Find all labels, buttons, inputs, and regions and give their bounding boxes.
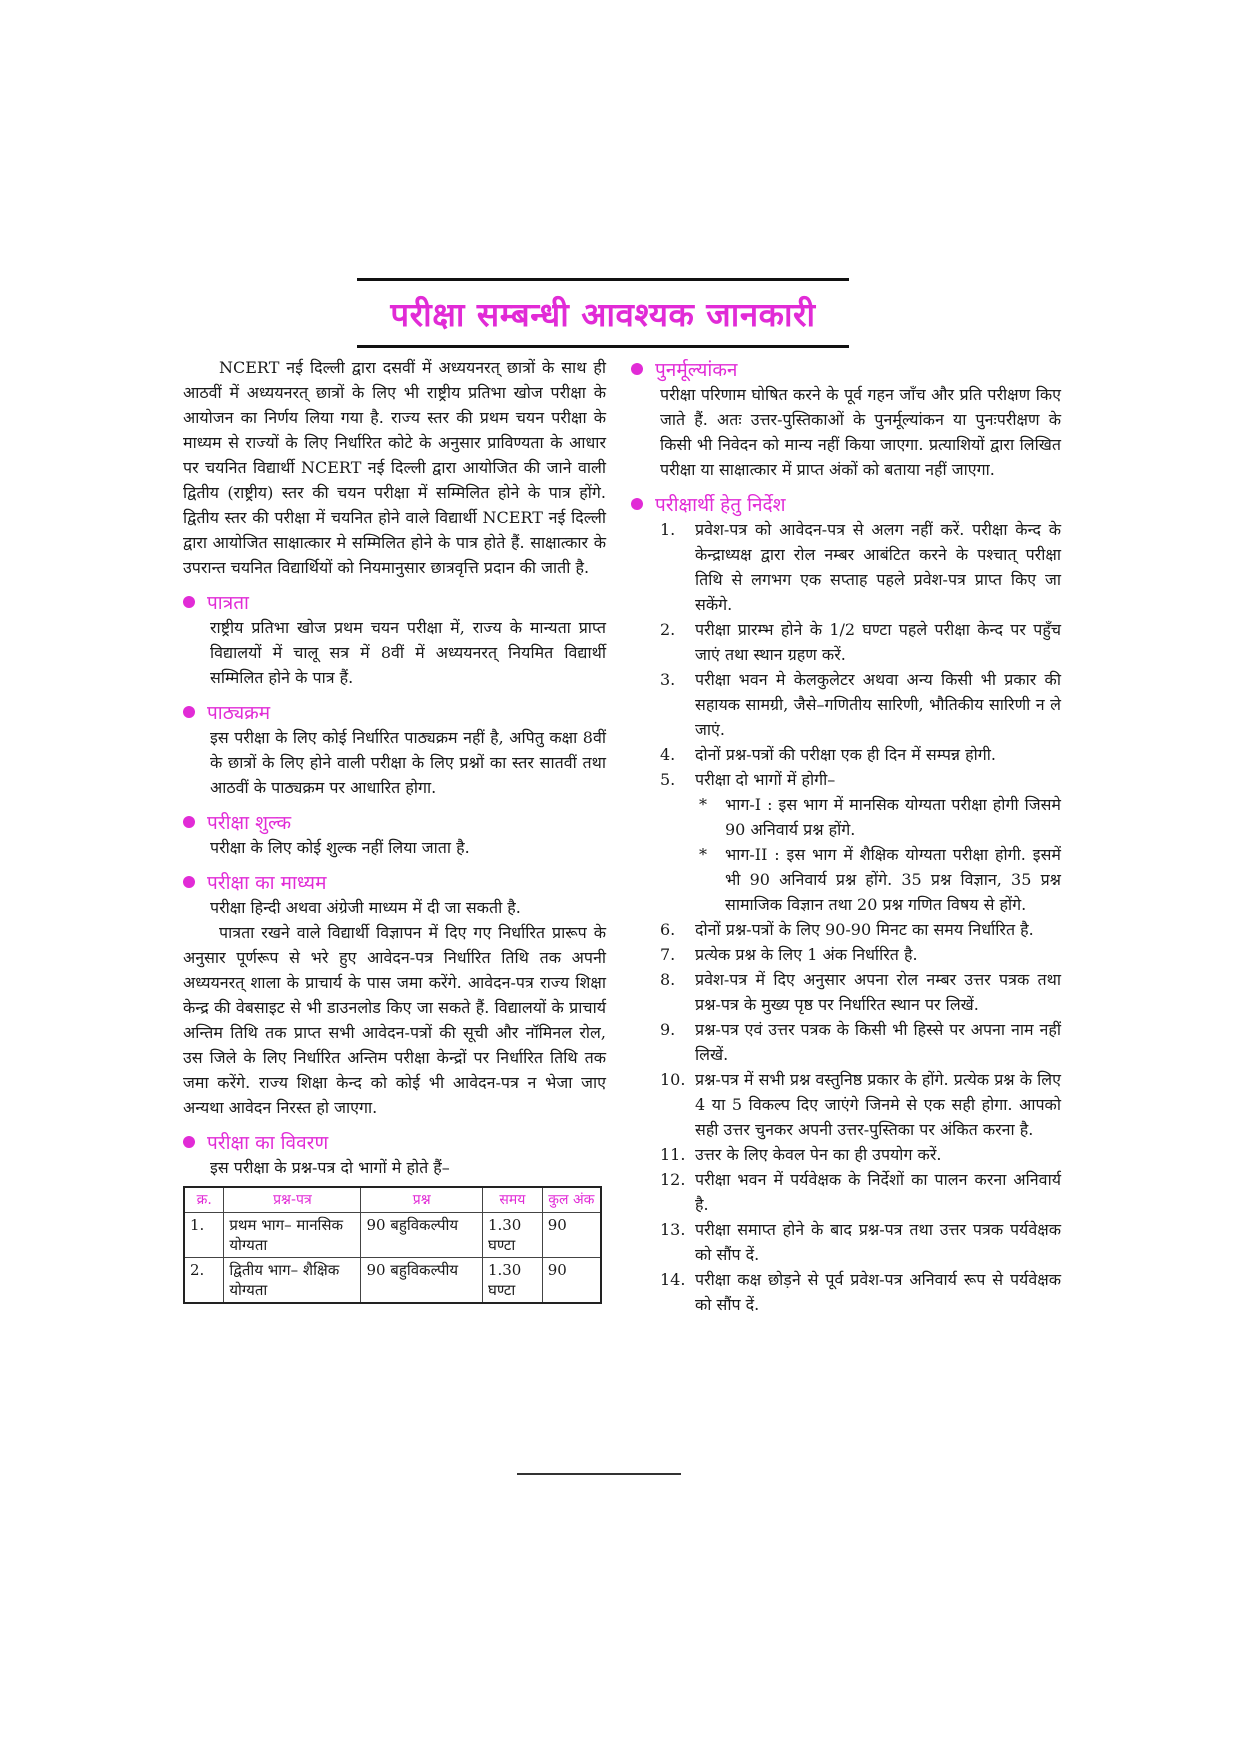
- list-item: 6. दोनों प्रश्न-पत्रों के लिए 90-90 मिनट का समय निर्धारित है.: [660, 920, 1034, 939]
- bullet-icon: [183, 596, 195, 608]
- list-item: 7. प्रत्येक प्रश्न के लिए 1 अंक निर्धारित है.: [660, 945, 918, 964]
- table-header: प्रश्न-पत्र: [224, 1187, 361, 1213]
- list-item: 1. प्रवेश-पत्र को आवेदन-पत्र से अलग नहीं करें. परीक्षा केन्द के केन्द्राध्यक्ष द्वारा रोल नम्बर आबंटित करने के पश्चात् परीक्षा तिथि से लगभग एक सप्ताह पहले प्रवेश-पत्र प्राप्त किए जा सकेंगे.: [660, 520, 1061, 614]
- table-cell: 90: [542, 1258, 601, 1304]
- bullet-icon: [631, 498, 643, 510]
- list-item: 2. परीक्षा प्रारम्भ होने के 1/2 घण्टा पहले परीक्षा केन्द पर पहुँच जाएं तथा स्थान ग्रहण करें.: [660, 620, 1061, 664]
- table-header: कुल अंक: [542, 1187, 601, 1213]
- title-block: [357, 278, 849, 348]
- list-item: 5. परीक्षा दो भागों में होगी– * भाग-I : इस भाग में मानसिक योग्यता परीक्षा होगी जिसमे 90 अनिवार्य प्रश्न होंगे. * भाग-II : इस भाग में शैक्षिक योग्यता परीक्षा होगी. इसमें भी 90 अनिवार्य प्रश्न होंगे. 35 प्रश्न विज्ञान, 35 प्रश्न सामाजिक विज्ञान तथा 20 प्रश्न गणित विषय से होंगे.: [631, 767, 1061, 917]
- table-cell: प्रथम भाग– मानसिक योग्यता: [224, 1213, 361, 1258]
- table-header: समय: [482, 1187, 542, 1213]
- list-item: 3. परीक्षा भवन मे केलकुलेटर अथवा अन्य किसी भी प्रकार की सहायक सामग्री, जैसे–गणितीय सारिणी, भौतिकीय सारिणी न ले जाएं.: [660, 670, 1061, 739]
- list-item: 9. प्रश्न-पत्र एवं उत्तर पत्रक के किसी भी हिस्से पर अपना नाम नहीं लिखें.: [660, 1020, 1061, 1064]
- table-cell: द्वितीय भाग– शैक्षिक योग्यता: [224, 1258, 361, 1304]
- table-row: [184, 1258, 601, 1304]
- bullet-icon: [183, 1136, 195, 1148]
- section-revaluation: [631, 355, 1061, 482]
- list-item: 4. दोनों प्रश्न-पत्रों की परीक्षा एक ही दिन में सम्पन्न होगी.: [660, 745, 997, 764]
- bullet-icon: [183, 816, 195, 828]
- right-column: [631, 355, 1061, 1317]
- section-medium: [183, 868, 606, 1120]
- list-item: 8. प्रवेश-पत्र में दिए अनुसार अपना रोल नम्बर उत्तर पत्रक तथा प्रश्न-पत्र के मुख्य पृष्ठ पर निर्धारित स्थान पर लिखें.: [660, 970, 1061, 1014]
- section-eligibility: [183, 588, 606, 690]
- left-column: [183, 355, 606, 1304]
- bullet-icon: [631, 363, 643, 375]
- section-heading: पुनर्मूल्यांकन: [655, 358, 738, 381]
- table-cell: 90: [542, 1213, 601, 1258]
- list-item: 10. प्रश्न-पत्र में सभी प्रश्न वस्तुनिष्ठ प्रकार के होंगे. प्रत्येक प्रश्न के लिए 4 या 5 विकल्प दिए जाएंगे जिनमे से एक सही होगा. आपको सही उत्तर चुनकर अपनी उत्तर-पुस्तिका पर अंकित करना है.: [660, 1070, 1061, 1139]
- section-details: [183, 1128, 606, 1304]
- list-item: 14. परीक्षा कक्ष छोड़ने से पूर्व प्रवेश-पत्र अनिवार्य रूप से पर्यवेक्षक को सौंप दें.: [660, 1270, 1061, 1314]
- section-text: इस परीक्षा के प्रश्न-पत्र दो भागों मे होते हैं–: [210, 1158, 450, 1177]
- table-cell: 90 बहुविकल्पीय: [361, 1258, 483, 1304]
- section-heading: पाठ्यक्रम: [207, 701, 271, 724]
- section-fee: [183, 808, 606, 860]
- intro-paragraph: NCERT नई दिल्ली द्वारा दसवीं में अध्ययनरत् छात्रों के साथ ही आठवीं में अध्ययनरत् छात्रों के लिए भी राष्ट्रीय प्रतिभा खोज परीक्षा के आयोजन का निर्णय लिया गया है. राज्य स्तर की प्रथम चयन परीक्षा के माध्यम से राज्यों के लिए निर्धारित कोटे के अनुसार प्राविण्यता के आधार पर चयनित विद्यार्थी NCERT नई दिल्ली द्वारा आयोजित की जाने वाली द्वितीय (राष्ट्रीय) स्तर की चयन परीक्षा में सम्मिलित होने के पात्र होंगे. द्वितीय स्तर की परीक्षा में चयनित होने वाले विद्यार्थी NCERT नई दिल्ली द्वारा आयोजित साक्षात्कार मे सम्मिलित होने के पात्र होते हैं. साक्षात्कार के उपरान्त चयनित विद्यार्थियों को नियमानुसार छात्रवृत्ति प्रदान की जाती है.: [183, 358, 606, 577]
- section-text: परीक्षा के लिए कोई शुल्क नहीं लिया जाता है.: [210, 838, 470, 857]
- divider: [517, 1473, 681, 1475]
- table-header-row: [184, 1187, 601, 1213]
- section-heading: परीक्षा का माध्यम: [207, 871, 327, 894]
- exam-details-table: [183, 1186, 602, 1304]
- section-heading: पात्रता: [207, 591, 249, 614]
- sub-item: * भाग-II : इस भाग में शैक्षिक योग्यता परीक्षा होगी. इसमें भी 90 अनिवार्य प्रश्न होंगे. 35 प्रश्न विज्ञान, 35 प्रश्न सामाजिक विज्ञान तथा 20 प्रश्न गणित विषय से होंगे.: [699, 845, 1061, 914]
- list-item: 12. परीक्षा भवन में पर्यवेक्षक के निर्देशों का पालन करना अनिवार्य है.: [660, 1170, 1061, 1214]
- table-cell: 90 बहुविकल्पीय: [361, 1213, 483, 1258]
- list-item: 13. परीक्षा समाप्त होने के बाद प्रश्न-पत्र तथा उत्तर पत्रक पर्यवेक्षक को सौंप दें.: [660, 1220, 1061, 1264]
- bullet-icon: [183, 876, 195, 888]
- table-cell: 1.30 घण्टा: [482, 1213, 542, 1258]
- section-text: इस परीक्षा के लिए कोई निर्धारित पाठ्यक्रम नहीं है, अपितु कक्षा 8वीं के छात्रों के लिए होने वाली परीक्षा के लिए प्रश्नों का स्तर सातवीं तथा आठवीं के पाठ्यक्रम पर आधारित होगा.: [210, 728, 606, 797]
- list-item: 11. उत्तर के लिए केवल पेन का ही उपयोग करें.: [660, 1145, 942, 1164]
- section-instructions: [631, 490, 1061, 1317]
- table-header: क्र.: [184, 1187, 224, 1213]
- table-row: [184, 1213, 601, 1258]
- table-cell: 2.: [184, 1258, 224, 1304]
- section-heading: परीक्षा शुल्क: [207, 811, 292, 834]
- application-paragraph: पात्रता रखने वाले विद्यार्थी विज्ञापन में दिए गए निर्धारित प्रारूप के अनुसार पूर्णरूप से भरे हुए आवेदन-पत्र निर्धारित तिथि तक अपनी अध्ययनरत् शाला के प्राचार्य के पास जमा करेंगे. आवेदन-पत्र राज्य शिक्षा केन्द्र की वेबसाइट से भी डाउनलोड किए जा सकते हैं. विद्यालयों के प्राचार्य अन्तिम तिथि तक प्राप्त सभी आवेदन-पत्रों की सूची और नॉमिनल रोल, उस जिले के लिए निर्धारित अन्तिम परीक्षा केन्द्रों पर निर्धारित तिथि तक जमा करेंगे. राज्य शिक्षा केन्द को कोई भी आवेदन-पत्र न भेजा जाए अन्यथा आवेदन निरस्त हो जाएगा.: [183, 923, 606, 1117]
- table-cell: 1.: [184, 1213, 224, 1258]
- page-title: परीक्षा सम्बन्धी आवश्यक जानकारी: [390, 294, 816, 334]
- section-heading: परीक्षा का विवरण: [207, 1131, 329, 1154]
- instructions-list: [631, 517, 1061, 1317]
- section-heading: परीक्षार्थी हेतु निर्देश: [655, 493, 786, 516]
- section-text: परीक्षा परिणाम घोषित करने के पूर्व गहन जाँच और प्रति परीक्षण किए जाते हैं. अतः उत्तर-पुस्तिकाओं के पुनर्मूल्यांकन या पुनःपरीक्षण के किसी भी निवेदन को मान्य नहीं किया जाएगा. प्रत्याशियों द्वारा लिखित परीक्षा या साक्षात्कार में प्राप्त अंकों को बताया नहीं जाएगा.: [660, 385, 1061, 479]
- section-text: परीक्षा हिन्दी अथवा अंग्रेजी माध्यम में दी जा सकती है.: [210, 898, 521, 917]
- bullet-icon: [183, 706, 195, 718]
- section-text: राष्ट्रीय प्रतिभा खोज प्रथम चयन परीक्षा में, राज्य के मान्यता प्राप्त विद्यालयों में चालू सत्र में 8वीं में अध्ययनरत् नियमित विद्यार्थी सम्मिलित होने के पात्र हैं.: [210, 618, 606, 687]
- sub-item: * भाग-I : इस भाग में मानसिक योग्यता परीक्षा होगी जिसमे 90 अनिवार्य प्रश्न होंगे.: [699, 795, 1061, 839]
- section-syllabus: [183, 698, 606, 800]
- table-cell: 1.30 घण्टा: [482, 1258, 542, 1304]
- table-header: प्रश्न: [361, 1187, 483, 1213]
